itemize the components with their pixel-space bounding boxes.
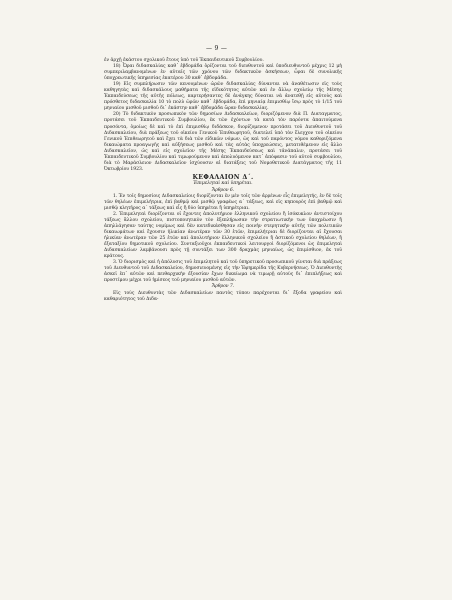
chapter-subtitle: Ἐπιμεληταὶ καὶ ὑπηρέται. [193,181,253,187]
paragraph: 18) Ὧραι διδασκαλίας καθ᾽ ἑβδομάδα ὁρίζονται τοῦ διευθυντοῦ καὶ ὑποδιευθυντοῦ μέχρις 12 μὴ συμπεριλαμβανομένων ἐν αὐταῖς τῶν χρόνου τῶν διδακτικῶν ἀσκήσεων, ὧραι δὲ συνολικῆς ὑποχρεωτικῆς ὑπηρεσίας ἑκατέρου 30 καθ᾽ ἑβδομάδα. [104,64,342,82]
paragraph: Εἰς τοὺς Διευθυντὰς τῶν Διδασκαλείων παντὸς τύπου παρέχονται δι᾽ ἔξοδα γραφείου καὶ καθαριότητος τοῦ Διδα- [104,290,342,302]
paragraph: 19) Εἰς συμπλήρωσιν τῶν κενουμένων ὡρῶν διδασκαλίας δύνανται νὰ ἀναθέτωσιν εἰς τοὺς καθηγητὰς καὶ διδασκάλους μαθήματα τῆς εἰδικότητος αὐτῶν καὶ ἐν ἄλλῳ σχολείῳ τῆς Μέσης Ἐκπαιδεύσεως τῆς αὐτῆς πόλεως, καρτερήσαντες δὲ ἀνάγκης δύναται νὰ ἀνατεθῇ εἰς αὐτοὺς καὶ πρόσθετος διδασκαλία 10 τὸ πολὺ ὡρῶν καθ᾽ ἑβδομάδα, ἐπὶ μηνιαίᾳ ἐπιμισθίῳ ἴσῳ πρὸς τὸ 1/15 τοῦ μηνιαίου μισθοῦ μισθοῦ δι᾽ ἑκάστην καθ᾽ ἑβδομάδα ὥραν διδασκαλίας. [104,82,342,112]
document-body [104,58,342,303]
article-heading: Ἄρθρον 7. [211,284,235,290]
chapter-heading: ΚΕΦΑΛΑΙΟΝ Δ΄. [192,173,254,181]
paragraph: 1. Ἐν τοῖς δημοσίοις Διδασκαλείοις διορίζονται ἐν μὲν τοῖς τῶν ἀρρένων εἷς ἐπιμελητής, ἐν δὲ τοῖς τῶν θηλέων ἐπιμελήτρια, ἐπὶ βαθμῷ καὶ μισθῷ γραφέως α΄ τάξεως, καὶ εἰς κηπουρὸς ἐπὶ βαθμῷ καὶ μισθῷ κλητῆρος α΄ τάξεως καὶ εἷς ἢ δύο ὑπηρέται ἢ ὑπηρέτριαι. [104,193,342,211]
paragraph: 2. Ἐπιμεληταὶ διορίζονται οἱ ἔχοντες ἀπολυτήριον ἑλληνικοῦ σχολείου ἢ ἰσόκυκλον ἀντιστοίχου τάξεως ἄλλου σχολείου, πιστοποιητικὸν τὸν ἐξεπλήρωσαν τὴν στρατιωτικὴν των ὑποχρέωσιν ἢ ἀπηλλάγησαν ταύτης νομίμως καὶ δὲν κατεδικάσθησαν εἰς ποινὴν στερητικὴν αὐτῆς τῶν πολιτικῶν δικαιωμάτων καὶ ἔχουσιν ἡλικίαν ἀνωτέραν τῶν 30 ἐτῶν, ἐπιμελήτριαι δὲ διορίζονται αἱ ἔχουσαι ἡλικίαν ἀνωτέραν τῶν 25 ἐτῶν καὶ ἀπολυτήριον ἑλληνικοῦ σχολείου ἢ ἀστικοῦ σχολείου θηλέων, ἢ ἐξαταξίου δημοτικοῦ σχολείου. Συνταξιοῦχοι ἐκπαιδευτικοὶ λειτουργοὶ διορίζόμενοι ὡς ἐπιμεληταὶ Διδασκαλείων λαμβάνουσι πρὸς τῇ συντάξει των 300 δραχμὰς μηνιαίως, ὡς ἐπιμίσθιον, ἐκ τοῦ κράτους. [104,211,342,260]
paragraph: 20) Τὸ διδακτικὸν προσωπικὸν τῶν δημοσίων Διδασκαλείων, διοριζόμενον διὰ Π. Διαταγματος, προτάσει τοῦ Ἐκπαιδευτικοῦ Συμβουλίου, ἐκ τῶν ἐχόντων τὰ κατὰ τὸν παρόντα ἀπαιτούμενα προσόντα, ὁμοίως δὲ καὶ τὸ ἐπὶ ἐπιμισθίῳ διδάσκον, διορίζομενον προτάσει τοῦ Διευθυντοῦ τοῦ Διδασκαλείου, διὰ πράξεως τοῦ οἰκείου Γενικοῦ Ἐπιθεωρητοῦ, διατελεῖ ὑπὸ τὸν ἔλεγχον τοῦ οἰκείου Γενικοῦ Ἐπιθεωρητοῦ καὶ ἔχει τὰ διὰ τῶν εἰδικῶν νόμων, ὡς καὶ τοῦ παρόντος νόμου καθοριζόμενα δικαιώματα προαγωγῆς καὶ αὐξήσεως μισθοῦ καὶ τὰς αὐτὰς ὑποχρεώσεις, μετατιθέμενον εἰς ἄλλο Διδασκαλεῖον, ὡς καὶ εἰς σχολεῖον τῆς Μέσης Ἐκπαιδεύσεως καὶ τἀνάπαλιν, προτάσει τοῦ Ἐκπαιδευτικοῦ Συμβουλίου καὶ τιμωρούμενον καὶ ἀπολυόμενον κατ᾽ ἀπόφασιν τοῦ αὐτοῦ συμβουλίου, διὰ τὸ Μαράσλειον Διδασκαλεῖον ἰσχύουσιν αἱ διατάξεις τοῦ Νομοθετικοῦ Διατάγματος τῆς 11 Ὀκτωβρίου 1923. [104,112,342,172]
article-heading: Ἄρθρον 6. [211,187,235,193]
page-number: — 9 — [206,45,228,52]
paragraph: ἐν ἀρχῇ ἑκάστου σχολικοῦ ἔτους ὑπὸ τοῦ Ἐκπαιδευτικοῦ Συμβουλίου. [104,58,264,63]
paragraph: 3. Ὁ διορισμὸς καὶ ἡ ἀπόλυσις τοῦ ἐπιμελητοῦ καὶ τοῦ ὑπηρετικοῦ προσωπικοῦ γίνεται διὰ πράξεως τοῦ Διευθυντοῦ τοῦ Διδασκαλείου, δημοσιευομένης εἰς τὴν Ἐφημερίδα τῆς Κυβερνήσεως. Ὁ Διευθυντὴς ἀσκεῖ ἐπ᾽ αὐτῶν καὶ πειθαρχικὴν ἐξουσίαν ἔχων δικαίωμα νὰ τιμωρῇ αὐτοὺς δι᾽ ἐπιπλήξεως καὶ προστίμου μέχρι τοῦ ἡμίσεος τοῦ μηνιαίου μισθοῦ αὐτῶν. [104,260,342,284]
